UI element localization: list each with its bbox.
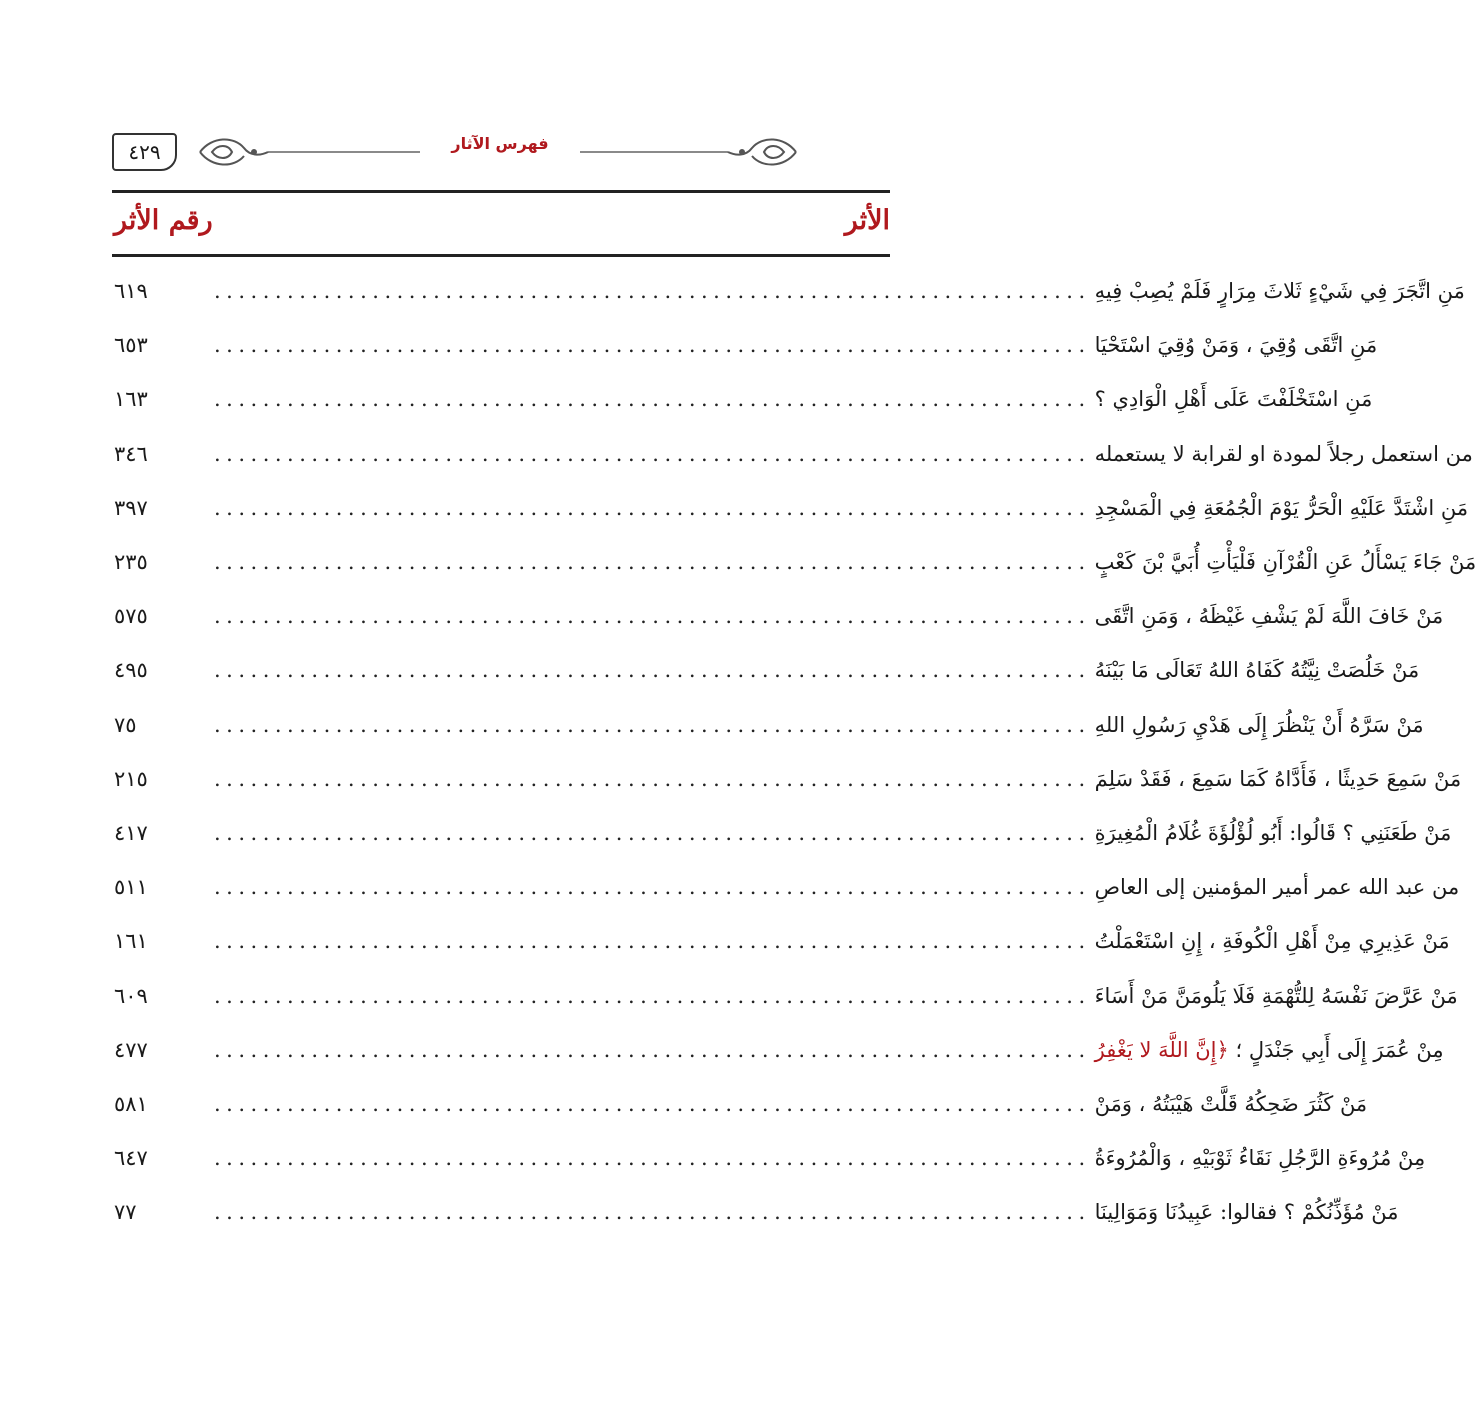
index-entry xyxy=(112,535,1476,589)
entry-body xyxy=(214,279,1465,303)
leader-dots: ........................................................................ xyxy=(214,820,1091,845)
index-entry xyxy=(112,860,1460,914)
leader-dots: ........................................................................ xyxy=(214,929,1091,954)
page-number: ٤٢٩ xyxy=(112,133,177,171)
entry-number: ١٦٣ xyxy=(114,387,148,412)
index-entry xyxy=(112,1077,1368,1131)
entry-text: مَنِ اسْتَخْلَفْتَ عَلَى أَهْلِ الْوَادِي ؟ xyxy=(1094,387,1373,412)
entry-number: ٥٨١ xyxy=(114,1091,148,1116)
athar-index-list xyxy=(112,264,1476,1239)
entry-number: ٧٧ xyxy=(114,1200,137,1225)
entry-body xyxy=(214,387,1372,411)
index-entry xyxy=(112,481,1469,535)
entry-body xyxy=(214,1200,1398,1224)
entry-text: مَنْ جَاءَ يَسْأَلُ عَنِ الْقُرْآنِ فَلْيَأْتِ أُبَيَّ بْنَ كَعْبٍ xyxy=(1094,550,1476,575)
entry-text: مَنْ عَرَّضَ نَفْسَهُ لِلتُّهْمَةِ فَلَا يَلُومَنَّ مَنْ أَسَاءَ xyxy=(1094,983,1458,1008)
leader-dots: ........................................................................ xyxy=(214,983,1091,1008)
leader-dots: ........................................................................ xyxy=(214,1146,1091,1171)
entry-body xyxy=(214,929,1450,953)
entry-text: مَنْ طَعَنَنِي ؟ قَالُوا: أَبُو لُؤْلُؤَةَ غُلَامُ الْمُغِيرَةِ xyxy=(1094,820,1452,845)
entry-body xyxy=(214,1038,1444,1062)
table-header-rule xyxy=(112,254,890,257)
column-header-athar: الأثر xyxy=(844,205,890,236)
leader-dots: ........................................................................ xyxy=(214,441,1091,466)
entry-number: ٤٩٥ xyxy=(114,658,148,683)
index-entry xyxy=(112,698,1424,752)
entry-text xyxy=(1091,1038,1444,1062)
leader-dots: ........................................................................ xyxy=(214,766,1091,791)
entry-number: ١٦١ xyxy=(114,929,148,954)
entry-number: ٦٠٩ xyxy=(114,983,148,1008)
entry-body xyxy=(214,767,1461,791)
entry-number: ٥٧٥ xyxy=(114,604,148,629)
entry-body xyxy=(214,496,1468,520)
leader-dots: ........................................................................ xyxy=(214,1091,1091,1116)
leader-dots: ........................................................................ xyxy=(214,604,1091,629)
entry-body xyxy=(214,713,1424,737)
running-header-title: فهرس الآثار xyxy=(420,134,580,153)
index-entry xyxy=(112,427,1473,481)
entry-text: مَنْ مُؤَذِّنُكُمْ ؟ فقالوا: عَبِيدُنَا وَمَوَالِينَا xyxy=(1094,1200,1399,1225)
index-entry xyxy=(112,589,1444,643)
entry-body xyxy=(214,550,1476,574)
entry-text: مَنْ كَثُرَ ضَحِكُهُ قَلَّتْ هَيْبَتُهُ ، وَمَنْ xyxy=(1094,1091,1368,1116)
entry-number: ٢٣٥ xyxy=(114,550,148,575)
index-entry xyxy=(112,1023,1444,1077)
leader-dots: ........................................................................ xyxy=(214,387,1091,412)
entry-text: مَنِ اتَّجَرَ فِي شَيْءٍ ثَلاثَ مِرَارٍ فَلَمْ يُصِبْ فِيهِ xyxy=(1094,279,1465,304)
entry-text: مَنِ اشْتَدَّ عَلَيْهِ الْحَرُّ يَوْمَ الْجُمُعَةِ فِي الْمَسْجِدِ xyxy=(1094,495,1469,520)
entry-body xyxy=(214,604,1443,628)
leader-dots: ........................................................................ xyxy=(214,495,1091,520)
quran-quote: ﴿إِنَّ اللَّهَ لا يَغْفِرُ xyxy=(1094,1037,1229,1062)
entry-body xyxy=(214,1092,1367,1116)
entry-body xyxy=(214,442,1473,466)
index-entry xyxy=(112,806,1452,860)
leader-dots: ........................................................................ xyxy=(214,550,1091,575)
entry-text: مَنْ خَافَ اللَّهَ لَمْ يَشْفِ غَيْظَهُ ، وَمَنِ اتَّقَى xyxy=(1094,604,1444,629)
entry-text: من عبد الله عمر أمير المؤمنين إلى العاصِ xyxy=(1094,875,1460,900)
table-top-rule xyxy=(112,190,890,193)
entry-body xyxy=(214,821,1451,845)
entry-number: ٦٤٧ xyxy=(114,1146,148,1171)
entry-text: مَنْ عَذِيرِي مِنْ أَهْلِ الْكُوفَةِ ، إِنِ اسْتَعْمَلْتُ xyxy=(1094,929,1450,954)
leader-dots: ........................................................................ xyxy=(214,658,1091,683)
entry-body xyxy=(214,333,1377,357)
column-header-number: رقم الأثر xyxy=(114,205,213,236)
entry-body xyxy=(214,984,1458,1008)
entry-text: مِنْ مُرُوءَةِ الرَّجُلِ نَقَاءُ ثَوْبَيْهِ ، وَالْمُرُوءَةُ xyxy=(1094,1146,1426,1171)
entry-number: ٣٩٧ xyxy=(114,495,148,520)
leader-dots: ........................................................................ xyxy=(214,712,1091,737)
index-entry xyxy=(112,914,1450,968)
entry-body xyxy=(214,875,1459,899)
leader-dots: ........................................................................ xyxy=(214,279,1091,304)
entry-body xyxy=(214,1146,1425,1170)
index-entry xyxy=(112,752,1462,806)
leader-dots: ........................................................................ xyxy=(214,1200,1091,1225)
entry-number: ٣٤٦ xyxy=(114,441,148,466)
leader-dots: ........................................................................ xyxy=(214,1037,1091,1062)
entry-number: ٥١١ xyxy=(114,875,148,900)
entry-number: ٦١٩ xyxy=(114,279,148,304)
entry-number: ٢١٥ xyxy=(114,766,148,791)
entry-text: مَنْ سَرَّهُ أَنْ يَنْظُرَ إِلَى هَدْيِ رَسُولِ اللهِ xyxy=(1094,712,1424,737)
index-entry xyxy=(112,264,1465,318)
entry-number: ٦٥٣ xyxy=(114,333,148,358)
index-entry xyxy=(112,643,1420,697)
index-entry xyxy=(112,372,1373,426)
leader-dots: ........................................................................ xyxy=(214,333,1091,358)
entry-body xyxy=(214,658,1419,682)
entry-text-main: مِنْ عُمَرَ إِلَى أَبِي جَنْدَلٍ ؛ xyxy=(1235,1037,1444,1062)
index-entry xyxy=(112,318,1378,372)
index-entry xyxy=(112,1185,1399,1239)
entry-text: مَنْ خَلُصَتْ نِيَّتُهُ كَفَاهُ اللهُ تَعَالَى مَا بَيْنَهُ xyxy=(1094,658,1420,683)
index-entry xyxy=(112,968,1458,1022)
entry-number: ٧٥ xyxy=(114,712,137,737)
entry-text: من استعمل رجلاً لمودة او لقرابة لا يستعمله xyxy=(1094,441,1473,466)
entry-number: ٤٧٧ xyxy=(114,1037,148,1062)
index-entry xyxy=(112,1131,1426,1185)
entry-text: مَنْ سَمِعَ حَدِيثًا ، فَأَدَّاهُ كَمَا سَمِعَ ، فَقَدْ سَلِمَ xyxy=(1094,766,1462,791)
leader-dots: ........................................................................ xyxy=(214,875,1091,900)
entry-number: ٤١٧ xyxy=(114,820,148,845)
entry-text: مَنِ اتَّقَى وُقِيَ ، وَمَنْ وُقِيَ اسْتَحْيَا xyxy=(1094,333,1378,358)
